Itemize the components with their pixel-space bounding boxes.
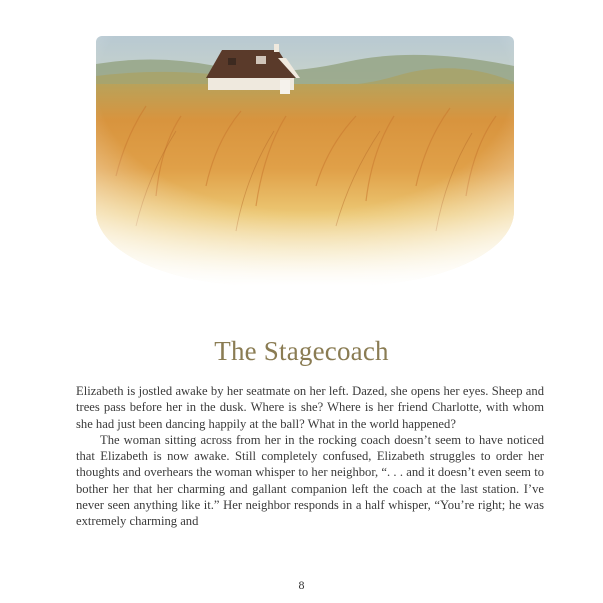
cottage-painting [96, 36, 514, 286]
paragraph-1: Elizabeth is jostled awake by her seatmate on her left. Dazed, she opens her eyes. Sheep and trees pass before her in the dusk. Where is she? Where is her friend Charlotte, with whom she had just been dancing happily at the ball? What in the world happened? [76, 384, 544, 431]
landscape-illustration [96, 36, 514, 286]
body-text [76, 383, 544, 530]
page-number: 8 [298, 578, 305, 592]
paragraph-2: The woman sitting across from her in the rocking coach doesn’t seem to have noticed that Elizabeth is now awake. Still completely confused, Elizabeth struggles to order her thoughts and overhears the woman whisper to her neighbor, “. . . and it doesn’t even seem to bother her that her charming and gallant companion left the coach at the last station. I’ve never seen anything like it.” Her neighbor responds in a half whisper, “You’re right; he was extremely charming and [76, 432, 544, 529]
chapter-title: The Stagecoach [214, 336, 389, 366]
